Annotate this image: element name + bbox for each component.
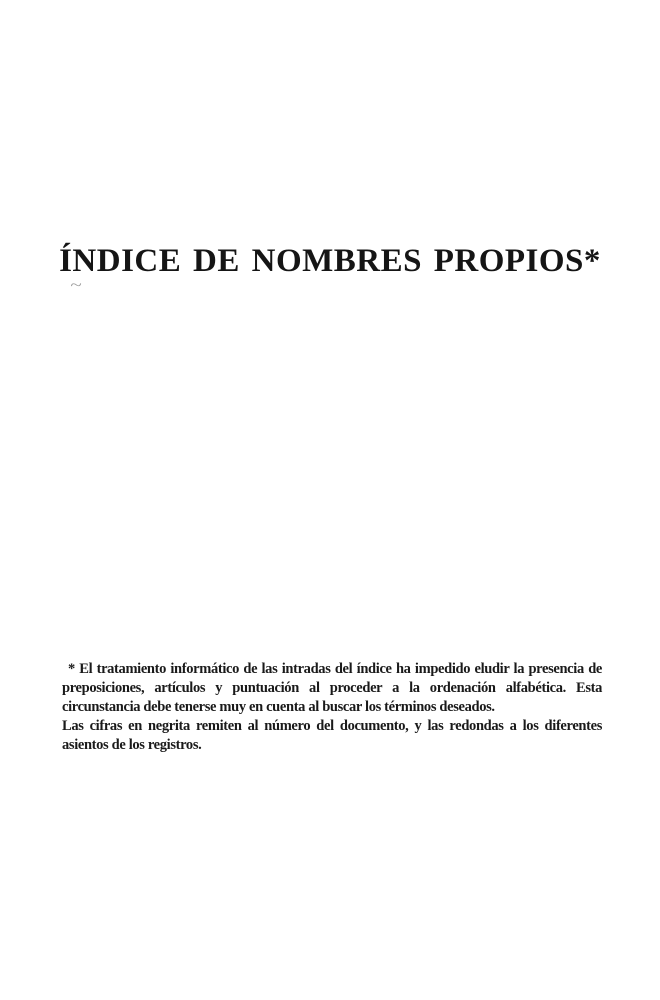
scan-artifact-mark: ~ [70,278,82,294]
footnote-block [62,660,602,755]
footnote-paragraph-2: Las cifras en negrita remiten al número del documento, y las redondas a los diferentes asientos de los registros. [62,718,602,753]
page-title: ÍNDICE DE NOMBRES PROPIOS* [59,243,601,279]
footnote-paragraph-1: * El tratamiento informático de las intradas del índice ha impedido eludir la presencia de preposiciones, artículos y puntuación al proceder a la ordenación alfabética. Esta circunstancia debe tenerse muy en cuenta al buscar los términos deseados. [62,661,602,715]
